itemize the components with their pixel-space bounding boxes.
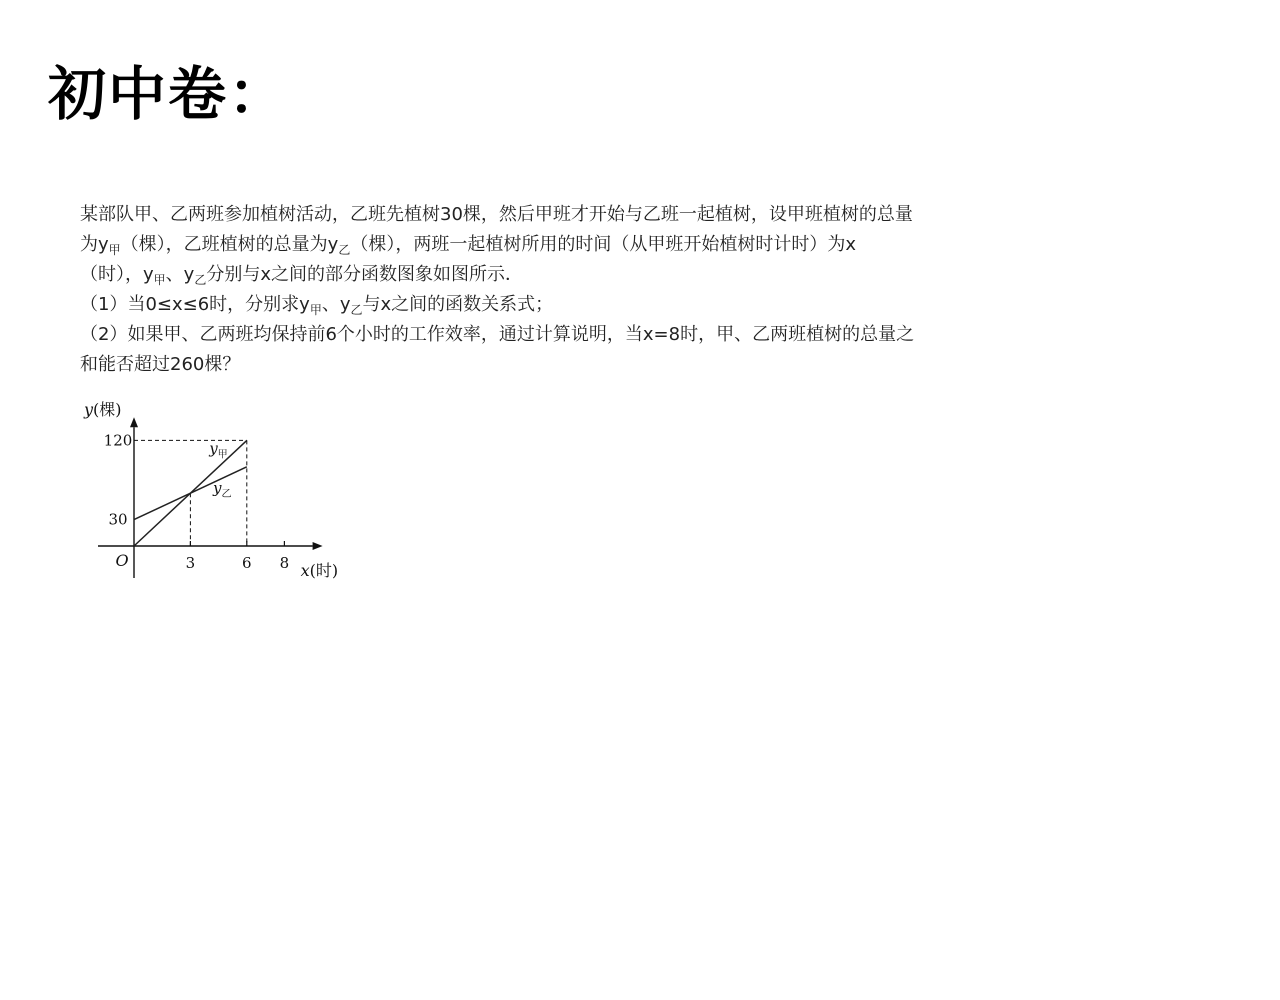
- subscript-jia: 甲: [153, 273, 166, 287]
- text-segment: 为y: [80, 234, 109, 255]
- problem-line-3: [80, 260, 1020, 290]
- y-tick-label: 30: [108, 510, 128, 529]
- subscript-yi: 乙: [338, 243, 351, 257]
- problem-statement: [80, 200, 1020, 380]
- question-1: [80, 290, 1020, 320]
- text-segment: 、y: [321, 294, 351, 315]
- text-segment: 分别与x之间的部分函数图象如图所示．: [206, 264, 523, 285]
- problem-line-1: 某部队甲、乙两班参加植树活动，乙班先植树30棵，然后甲班才开始与乙班一起植树，设甲班植树的总量: [80, 204, 913, 225]
- question-2-continued: 和能否超过260棵？: [80, 354, 241, 375]
- y-axis-arrow: [130, 417, 138, 427]
- text-segment: （棵），乙班植树的总量为y: [120, 234, 339, 255]
- problem-line-2: [80, 230, 1020, 260]
- x-tick-label: 3: [185, 554, 196, 572]
- x-tick-label: 6: [242, 554, 252, 572]
- x-axis-label: x(时): [300, 561, 339, 580]
- series-label-jia: $y_甲$: [209, 439, 228, 461]
- series-label-yi: $y_乙$: [212, 479, 232, 501]
- origin-label: O: [115, 551, 129, 570]
- subscript-yi: 乙: [350, 303, 363, 317]
- y-axis-label: y(棵): [84, 400, 122, 420]
- text-segment: 、y: [165, 264, 195, 285]
- subscript-jia: 甲: [108, 243, 121, 257]
- text-segment: （时），y: [80, 264, 154, 285]
- subscript-yi: 乙: [194, 273, 207, 287]
- text-segment: 与x之间的函数关系式；: [362, 294, 554, 315]
- function-graph: [76, 402, 376, 592]
- y-tick-label: 120: [103, 431, 133, 450]
- page-title: 初中卷：: [48, 60, 289, 128]
- x-axis-arrow: [313, 542, 323, 550]
- text-segment: （棵），两班一起植树所用的时间（从甲班开始植树时计时）为x: [350, 234, 856, 255]
- text-segment: （1）当0≤x≤6时，分别求y: [80, 294, 310, 315]
- x-tick-label: 8: [279, 554, 290, 572]
- subscript-jia: 甲: [309, 303, 322, 317]
- question-2: （2）如果甲、乙两班均保持前6个小时的工作效率，通过计算说明，当x=8时，甲、乙两班植树的总量之: [80, 324, 915, 345]
